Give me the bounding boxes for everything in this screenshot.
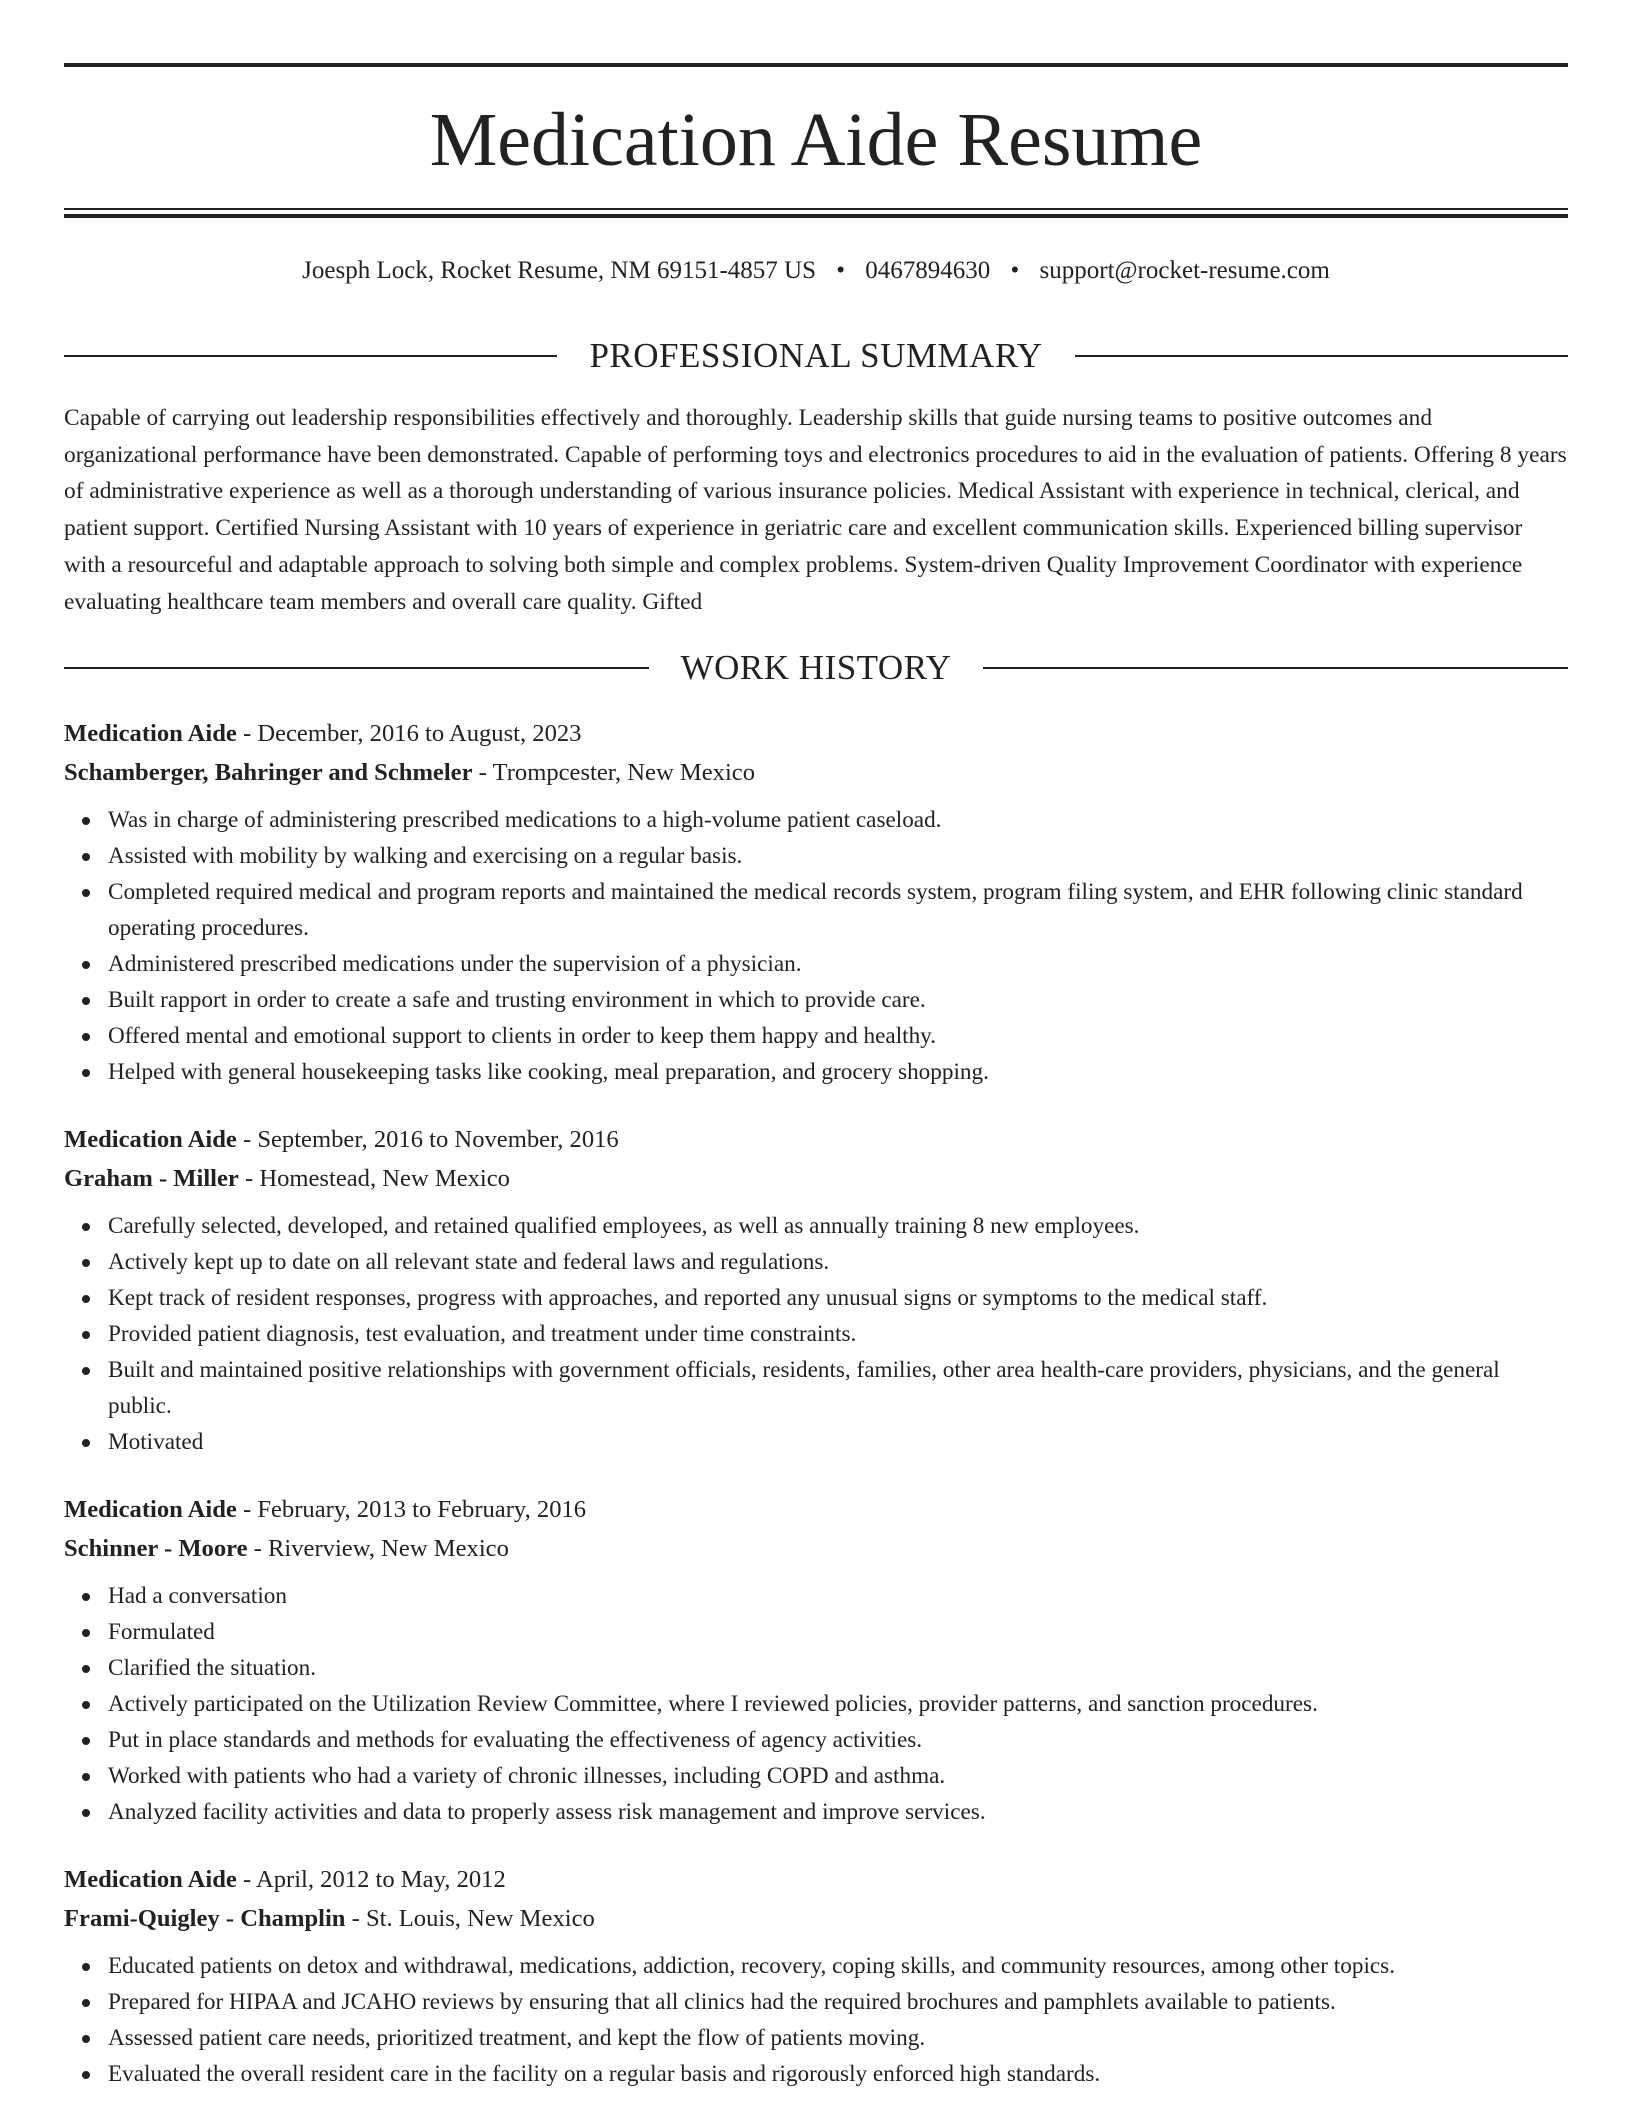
job-company: Frami-Quigley - Champlin — [64, 1905, 346, 1932]
job-entry — [64, 714, 1568, 1090]
list-item: Evaluated the overall resident care in the facility on a regular basis and rigorously enforced high standards. — [108, 2056, 1568, 2092]
job-entry — [64, 1120, 1568, 1460]
job-dates: - December, 2016 to August, 2023 — [236, 720, 582, 747]
contact-address: Joesph Lock, Rocket Resume, NM 69151-4857 US — [302, 257, 816, 284]
job-title-line — [64, 1490, 1568, 1529]
top-rule — [64, 63, 1568, 67]
list-item: Actively kept up to date on all relevant state and federal laws and regulations. — [108, 1244, 1568, 1280]
list-item: Provided patient diagnosis, test evaluation, and treatment under time constraints. — [108, 1316, 1568, 1352]
job-company-line — [64, 1529, 1568, 1568]
list-item: Prepared for HIPAA and JCAHO reviews by ensuring that all clinics had the required brochures and pamphlets available to patients. — [108, 1984, 1568, 2020]
heading-rule-left — [64, 667, 649, 669]
job-bullets — [64, 802, 1568, 1090]
job-company: Graham - Miller — [64, 1165, 239, 1192]
job-title: Medication Aide — [64, 1496, 237, 1523]
list-item: Administered prescribed medications under the supervision of a physician. — [108, 946, 1568, 982]
job-bullets — [64, 1948, 1568, 2092]
list-item: Built and maintained positive relationships with government officials, residents, families, other area health-care providers, physicians, and the general public. — [108, 1352, 1568, 1424]
job-title-line — [64, 714, 1568, 753]
list-item: Helped with general housekeeping tasks like cooking, meal preparation, and grocery shopping. — [108, 1054, 1568, 1090]
list-item: Offered mental and emotional support to clients in order to keep them happy and healthy. — [108, 1018, 1568, 1054]
list-item: Was in charge of administering prescribed medications to a high-volume patient caseload. — [108, 802, 1568, 838]
job-title: Medication Aide — [64, 1866, 237, 1893]
job-entry — [64, 1860, 1568, 2092]
job-location: - Homestead, New Mexico — [238, 1165, 510, 1192]
summary-text: Capable of carrying out leadership responsibilities effectively and thoroughly. Leadership skills that guide nursing teams to positive outcomes and organizational performance have been demonstrated. Capable of performing toys and electronics procedures to aid in the evaluation of patients. Offering 8 years of administrative experience as well as a thorough understanding of various insurance policies. Medical Assistant with experience in technical, clerical, and patient support. Certified Nursing Assistant with 10 years of experience in geriatric care and excellent communication skills. Experienced billing supervisor with a resourceful and adaptable approach to solving both simple and complex problems. System-driven Quality Improvement Coordinator with experience evaluating healthcare team members and overall care quality. Gifted — [64, 405, 1567, 615]
job-title-line — [64, 1860, 1568, 1899]
list-item: Educated patients on detox and withdrawal, medications, addiction, recovery, coping skills, and community resources, among other topics. — [108, 1948, 1568, 1984]
page-title: Medication Aide Resume — [429, 98, 1203, 182]
list-item: Worked with patients who had a variety of chronic illnesses, including COPD and asthma. — [108, 1758, 1568, 1794]
job-company: Schamberger, Bahringer and Schmeler — [64, 759, 473, 786]
title-rule-lower — [64, 214, 1568, 218]
list-item: Actively participated on the Utilization Review Committee, where I reviewed policies, provider patterns, and sanction procedures. — [108, 1686, 1568, 1722]
title-rule-upper — [64, 208, 1568, 210]
job-title-line — [64, 1120, 1568, 1159]
contact-separator: • — [1010, 257, 1020, 284]
heading-rule-right — [983, 667, 1568, 669]
job-dates: - April, 2012 to May, 2012 — [236, 1866, 506, 1893]
list-item: Assisted with mobility by walking and exercising on a regular basis. — [108, 838, 1568, 874]
job-dates: - September, 2016 to November, 2016 — [236, 1126, 619, 1153]
job-company-line — [64, 753, 1568, 792]
work-history-heading — [64, 646, 1568, 690]
job-location: - St. Louis, New Mexico — [345, 1905, 595, 1932]
summary-heading — [64, 334, 1568, 378]
contact-email: support@rocket-resume.com — [1039, 257, 1330, 284]
list-item: Kept track of resident responses, progress with approaches, and reported any unusual signs or symptoms to the medical staff. — [108, 1280, 1568, 1316]
job-title: Medication Aide — [64, 1126, 237, 1153]
list-item: Had a conversation — [108, 1578, 1568, 1614]
summary-heading-label: PROFESSIONAL SUMMARY — [589, 336, 1043, 375]
contact-line — [64, 254, 1568, 288]
work-history-list — [64, 714, 1568, 2122]
job-location: - Riverview, New Mexico — [247, 1535, 509, 1562]
contact-separator: • — [836, 257, 846, 284]
heading-rule-right — [1075, 355, 1568, 357]
job-location: - Trompcester, New Mexico — [472, 759, 755, 786]
job-dates: - February, 2013 to February, 2016 — [236, 1496, 587, 1523]
job-bullets — [64, 1208, 1568, 1460]
list-item: Assessed patient care needs, prioritized treatment, and kept the flow of patients moving. — [108, 2020, 1568, 2056]
job-company: Schinner - Moore — [64, 1535, 248, 1562]
list-item: Carefully selected, developed, and retained qualified employees, as well as annually training 8 new employees. — [108, 1208, 1568, 1244]
list-item: Clarified the situation. — [108, 1650, 1568, 1686]
list-item: Formulated — [108, 1614, 1568, 1650]
heading-rule-left — [64, 355, 557, 357]
job-title: Medication Aide — [64, 720, 237, 747]
list-item: Put in place standards and methods for evaluating the effectiveness of agency activities. — [108, 1722, 1568, 1758]
contact-phone: 0467894630 — [865, 257, 991, 284]
job-company-line — [64, 1159, 1568, 1198]
work-history-heading-label: WORK HISTORY — [680, 648, 952, 687]
list-item: Motivated — [108, 1424, 1568, 1460]
job-bullets — [64, 1578, 1568, 1830]
list-item: Built rapport in order to create a safe and trusting environment in which to provide care. — [108, 982, 1568, 1018]
job-entry — [64, 1490, 1568, 1830]
list-item: Completed required medical and program reports and maintained the medical records system, program filing system, and EHR following clinic standard operating procedures. — [108, 874, 1568, 946]
list-item: Analyzed facility activities and data to properly assess risk management and improve services. — [108, 1794, 1568, 1830]
job-company-line — [64, 1899, 1568, 1938]
